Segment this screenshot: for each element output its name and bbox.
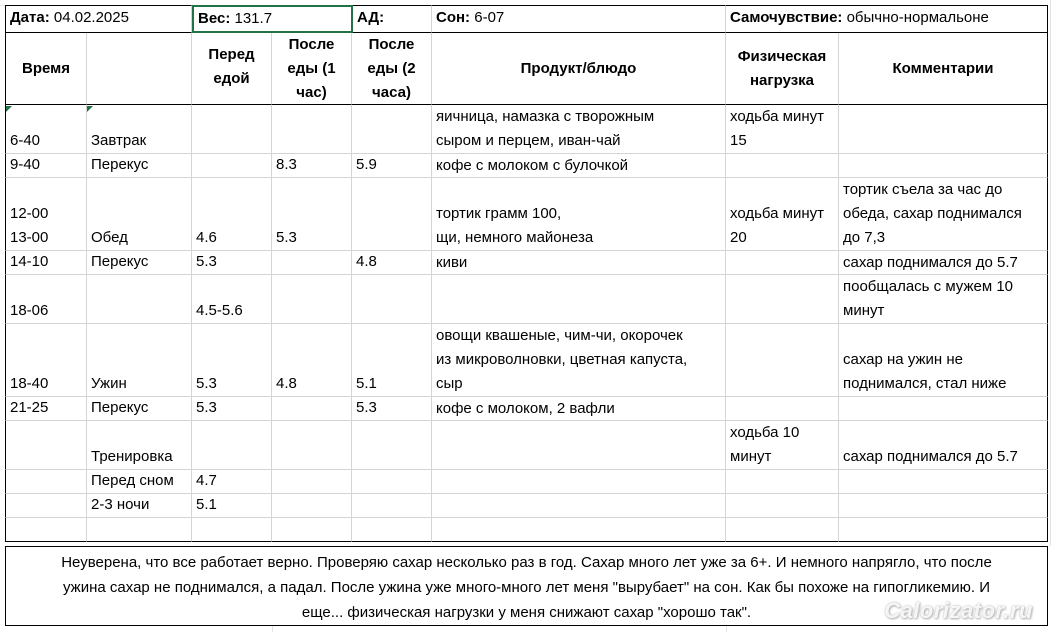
time-cell[interactable]: [5, 154, 87, 178]
col-after1-line2: еды (1: [287, 60, 336, 77]
meal-cell[interactable]: [87, 397, 192, 421]
after-2h-cell[interactable]: [352, 494, 432, 518]
after-2h-cell-value: 5.9: [356, 156, 377, 173]
meal-cell-value: Обед: [91, 229, 128, 246]
time-cell[interactable]: [5, 470, 87, 494]
activity-cell-line: ходьба 10: [730, 424, 800, 441]
meal-cell[interactable]: [87, 421, 192, 470]
time-cell-line: 18-40: [10, 375, 49, 392]
activity-cell[interactable]: [726, 178, 839, 251]
comment-cell[interactable]: [839, 470, 1048, 494]
after-1h-cell[interactable]: [272, 275, 352, 324]
product-cell-line: кофе с молоком, 2 вафли: [436, 400, 615, 417]
after-2h-cell[interactable]: [352, 154, 432, 178]
time-cell-line: 14-10: [10, 253, 49, 270]
col-time-label: Время: [22, 59, 70, 77]
comment-cell[interactable]: [839, 518, 1048, 542]
meal-cell[interactable]: [87, 105, 192, 154]
weight-cell[interactable]: [192, 5, 353, 33]
activity-cell[interactable]: [726, 494, 839, 518]
meal-cell[interactable]: [87, 518, 192, 542]
activity-cell[interactable]: [726, 324, 839, 397]
activity-cell-line: 15: [730, 132, 747, 149]
meal-cell[interactable]: [87, 275, 192, 324]
comment-cell[interactable]: [839, 421, 1048, 470]
time-cell-line: 21-25: [10, 399, 49, 416]
col-after2-line2: еды (2: [367, 60, 416, 77]
col-before-line1: Перед: [208, 46, 255, 63]
comment-cell-line: сахар поднимался до 5.7: [843, 254, 1018, 271]
weight-label: Вес:: [198, 10, 231, 27]
before-meal-cell[interactable]: [192, 251, 272, 275]
col-after2-header[interactable]: [352, 33, 432, 105]
before-meal-cell-value: 5.1: [196, 496, 217, 513]
comment-cell[interactable]: [839, 324, 1048, 397]
col-comments-header[interactable]: [839, 33, 1048, 105]
comment-cell[interactable]: [839, 494, 1048, 518]
comment-indicator-icon: [6, 106, 12, 112]
before-meal-cell[interactable]: [192, 421, 272, 470]
activity-cell[interactable]: [726, 251, 839, 275]
before-meal-cell[interactable]: [192, 494, 272, 518]
product-cell-line: сыр: [436, 375, 463, 392]
comment-cell-line: пообщалась с мужем 10: [843, 278, 1014, 295]
product-cell-line: сыром и перцем, иван-чай: [436, 132, 621, 149]
meal-cell[interactable]: [87, 324, 192, 397]
meal-cell-value: Тренировка: [91, 448, 173, 465]
after-1h-cell-value: 5.3: [276, 229, 297, 246]
after-1h-cell[interactable]: [272, 105, 352, 154]
meal-cell[interactable]: [87, 470, 192, 494]
meal-cell-value: Перекус: [91, 253, 149, 270]
sleep-cell[interactable]: [432, 5, 726, 33]
product-cell[interactable]: [432, 494, 726, 518]
col-meal-header[interactable]: [87, 33, 192, 105]
after-1h-cell-value: 8.3: [276, 156, 297, 173]
activity-cell[interactable]: [726, 470, 839, 494]
after-1h-cell[interactable]: [272, 154, 352, 178]
comment-cell-line: сахар поднимался до 5.7: [843, 448, 1018, 465]
product-cell-line: овощи квашеные, чим-чи, окорочек: [436, 327, 683, 344]
product-cell-line: киви: [436, 254, 468, 271]
after-1h-cell[interactable]: [272, 470, 352, 494]
comment-cell[interactable]: [839, 178, 1048, 251]
product-cell[interactable]: [432, 397, 726, 421]
time-cell-line: 12-00: [10, 205, 49, 222]
comment-cell-line: до 7,3: [843, 229, 886, 246]
comment-cell-line: тортик съела за час до: [843, 181, 1003, 198]
before-meal-cell-value: 5.3: [196, 399, 217, 416]
after-2h-cell[interactable]: [352, 105, 432, 154]
after-1h-cell-value: 4.8: [276, 375, 297, 392]
product-cell-line: кофе с молоком с булочкой: [436, 157, 629, 174]
before-meal-cell-value: 5.3: [196, 375, 217, 392]
col-activity-line2: нагрузка: [749, 71, 815, 89]
watermark: Calorizator.ru: [884, 598, 1033, 623]
meal-cell[interactable]: [87, 494, 192, 518]
product-cell[interactable]: [432, 178, 726, 251]
before-meal-cell-value: 5.3: [196, 253, 217, 270]
date-cell[interactable]: [5, 5, 192, 33]
wellbeing-cell[interactable]: [726, 5, 1048, 33]
note-line-2: ужина сахар не поднимался, а падал. После ужина уже много-много лет меня "вырубает" на сон. Как бы похоже на гипогликемию. И: [63, 579, 990, 596]
activity-cell[interactable]: [726, 518, 839, 542]
after-2h-cell[interactable]: [352, 470, 432, 494]
time-cell[interactable]: [5, 397, 87, 421]
activity-cell[interactable]: [726, 421, 839, 470]
time-cell-line: 13-00: [10, 229, 49, 246]
after-1h-cell[interactable]: [272, 518, 352, 542]
before-meal-cell-value: 4.7: [196, 472, 217, 489]
meal-cell-value: Завтрак: [91, 132, 147, 149]
activity-cell-line: ходьба минут: [730, 205, 825, 222]
before-meal-cell-value: 4.6: [196, 229, 217, 246]
col-activity-header[interactable]: [726, 33, 839, 105]
activity-cell[interactable]: [726, 154, 839, 178]
activity-cell[interactable]: [726, 105, 839, 154]
meal-cell[interactable]: [87, 251, 192, 275]
time-cell[interactable]: [5, 178, 87, 251]
comment-cell[interactable]: [839, 251, 1048, 275]
date-label: Дата:: [10, 9, 50, 26]
date-value: 04.02.2025: [53, 9, 129, 26]
meal-cell-value: Перед сном: [91, 472, 174, 489]
product-cell-line: из микроволновки, цветная капуста,: [436, 351, 688, 368]
bp-label: АД:: [357, 9, 385, 26]
time-cell[interactable]: [5, 421, 87, 470]
comment-cell-line: минут: [843, 302, 885, 319]
comment-indicator-icon: [87, 106, 93, 112]
time-cell-line: 6-40: [10, 132, 41, 149]
after-2h-cell[interactable]: [352, 178, 432, 251]
before-meal-cell[interactable]: [192, 397, 272, 421]
after-2h-cell-value: 4.8: [356, 253, 377, 270]
after-1h-cell[interactable]: [272, 494, 352, 518]
product-cell[interactable]: [432, 470, 726, 494]
meal-cell[interactable]: [87, 154, 192, 178]
col-after1-line3: час): [296, 84, 327, 101]
comment-cell-line: поднимался, стал ниже: [843, 375, 1007, 392]
after-1h-cell[interactable]: [272, 178, 352, 251]
product-cell-line: тортик грамм 100,: [436, 205, 562, 222]
meal-cell-value: 2-3 ночи: [91, 496, 150, 513]
sleep-value: 6-07: [474, 9, 505, 26]
col-before-line2: едой: [213, 70, 250, 87]
activity-cell[interactable]: [726, 275, 839, 324]
time-cell[interactable]: [5, 105, 87, 154]
before-meal-cell[interactable]: [192, 178, 272, 251]
activity-cell-line: 20: [730, 229, 747, 246]
after-2h-cell-value: 5.1: [356, 375, 377, 392]
time-cell-line: 18-06: [10, 302, 49, 319]
product-cell[interactable]: [432, 324, 726, 397]
product-cell[interactable]: [432, 251, 726, 275]
meal-cell-value: Перекус: [91, 156, 149, 173]
col-product-label: Продукт/блюдо: [520, 59, 637, 77]
before-meal-cell[interactable]: [192, 324, 272, 397]
time-cell[interactable]: [5, 324, 87, 397]
after-2h-cell-value: 5.3: [356, 399, 377, 416]
comment-cell[interactable]: [839, 154, 1048, 178]
comment-cell-line: сахар на ужин не: [843, 351, 963, 368]
activity-cell[interactable]: [726, 397, 839, 421]
before-meal-cell[interactable]: [192, 518, 272, 542]
col-comments-label: Комментарии: [892, 59, 994, 77]
product-cell[interactable]: [432, 275, 726, 324]
after-2h-cell[interactable]: [352, 397, 432, 421]
meal-cell[interactable]: [87, 178, 192, 251]
time-cell[interactable]: [5, 494, 87, 518]
product-cell[interactable]: [432, 154, 726, 178]
after-1h-cell[interactable]: [272, 421, 352, 470]
after-1h-cell[interactable]: [272, 251, 352, 275]
col-product-header[interactable]: [432, 33, 726, 105]
note-line-1: Неуверена, что все работает верно. Проверяю сахар несколько раз в год. Сахар много лет уже за 6+. И немного напрягло, что после: [61, 554, 992, 571]
time-cell-line: 9-40: [10, 156, 41, 173]
weight-value: 131.7: [234, 10, 273, 27]
after-2h-cell[interactable]: [352, 421, 432, 470]
col-after1-header[interactable]: [272, 33, 352, 105]
after-2h-cell[interactable]: [352, 275, 432, 324]
col-after2-line1: После: [368, 36, 415, 53]
meal-cell-value: Ужин: [91, 375, 127, 392]
col-after2-line3: часа): [372, 84, 411, 101]
note-line-3: еще... физическая нагрузки у меня снижают сахар "хорошо так".: [301, 604, 752, 621]
before-meal-cell[interactable]: [192, 470, 272, 494]
product-cell[interactable]: [432, 105, 726, 154]
comment-cell[interactable]: [839, 397, 1048, 421]
col-activity-line1: Физическая: [737, 47, 827, 65]
after-2h-cell[interactable]: [352, 251, 432, 275]
wellbeing-value: обычно-нормальоне: [846, 9, 989, 26]
after-1h-cell[interactable]: [272, 397, 352, 421]
meal-cell-value: Перекус: [91, 399, 149, 416]
col-time-header[interactable]: [5, 33, 87, 105]
product-cell[interactable]: [432, 421, 726, 470]
before-meal-cell-value: 4.5-5.6: [196, 302, 243, 319]
activity-cell-line: минут: [730, 448, 772, 465]
after-2h-cell[interactable]: [352, 518, 432, 542]
activity-cell-line: ходьба минут: [730, 108, 825, 125]
before-meal-cell[interactable]: [192, 154, 272, 178]
col-before-header[interactable]: [192, 33, 272, 105]
before-meal-cell[interactable]: [192, 275, 272, 324]
time-cell[interactable]: [5, 518, 87, 542]
before-meal-cell[interactable]: [192, 105, 272, 154]
comment-cell[interactable]: [839, 105, 1048, 154]
product-cell[interactable]: [432, 518, 726, 542]
time-cell[interactable]: [5, 275, 87, 324]
product-cell-line: яичница, намазка с творожным: [436, 108, 655, 125]
comment-cell-line: обеда, сахар поднимался: [843, 205, 1022, 222]
product-cell-line: щи, немного майонеза: [436, 229, 594, 246]
after-1h-cell[interactable]: [272, 324, 352, 397]
comment-cell[interactable]: [839, 275, 1048, 324]
col-after1-line1: После: [288, 36, 335, 53]
bp-cell[interactable]: [353, 5, 432, 33]
sleep-label: Сон:: [436, 9, 471, 26]
time-cell[interactable]: [5, 251, 87, 275]
after-2h-cell[interactable]: [352, 324, 432, 397]
wellbeing-label: Самочувствие:: [730, 9, 843, 26]
